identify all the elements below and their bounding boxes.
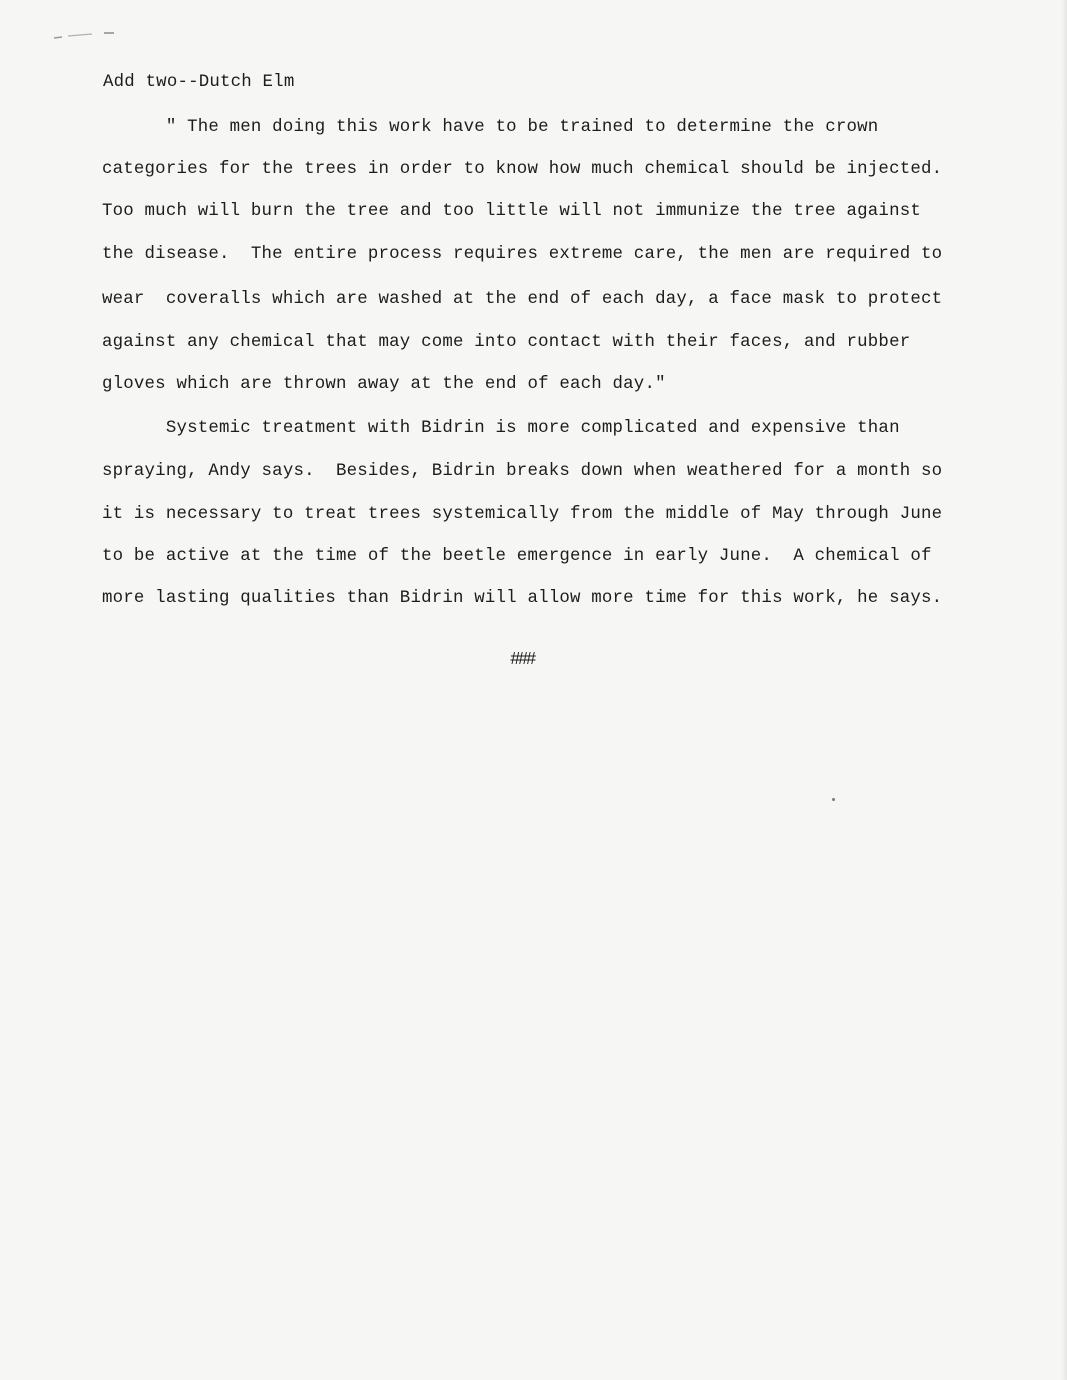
paragraph1-line: against any chemical that may come into contact with their faces, and rubber [102,333,911,352]
paragraph1-line: the disease. The entire process requires extreme care, the men are required to [102,245,943,264]
paragraph1-line: Too much will burn the tree and too little will not immunize the tree against [102,202,921,221]
paragraph2-line: it is necessary to treat trees systemically from the middle of May through June [102,505,943,524]
paragraph1-line: categories for the trees in order to know how much chemical should be injected. [102,160,943,179]
paragraph2-line: spraying, Andy says. Besides, Bidrin breaks down when weathered for a month so [102,462,943,481]
page-edge-shadow [1061,0,1067,1380]
paragraph1-line: wear coveralls which are washed at the end of each day, a face mask to protect [102,290,943,309]
paper-speck [832,798,835,801]
document-slug: Add two--Dutch Elm [103,73,295,92]
paragraph2-line: to be active at the time of the beetle emergence in early June. A chemical of [102,547,932,566]
staple-mark-icon [52,28,122,42]
paragraph1-line: gloves which are thrown away at the end of each day." [102,375,666,394]
paragraph2-line: more lasting qualities than Bidrin will allow more time for this work, he says. [102,589,943,608]
paragraph1-line: " The men doing this work have to be trained to determine the crown [102,118,879,137]
end-of-story-mark: ### [510,650,534,670]
paragraph2-line: Systemic treatment with Bidrin is more complicated and expensive than [102,419,900,438]
